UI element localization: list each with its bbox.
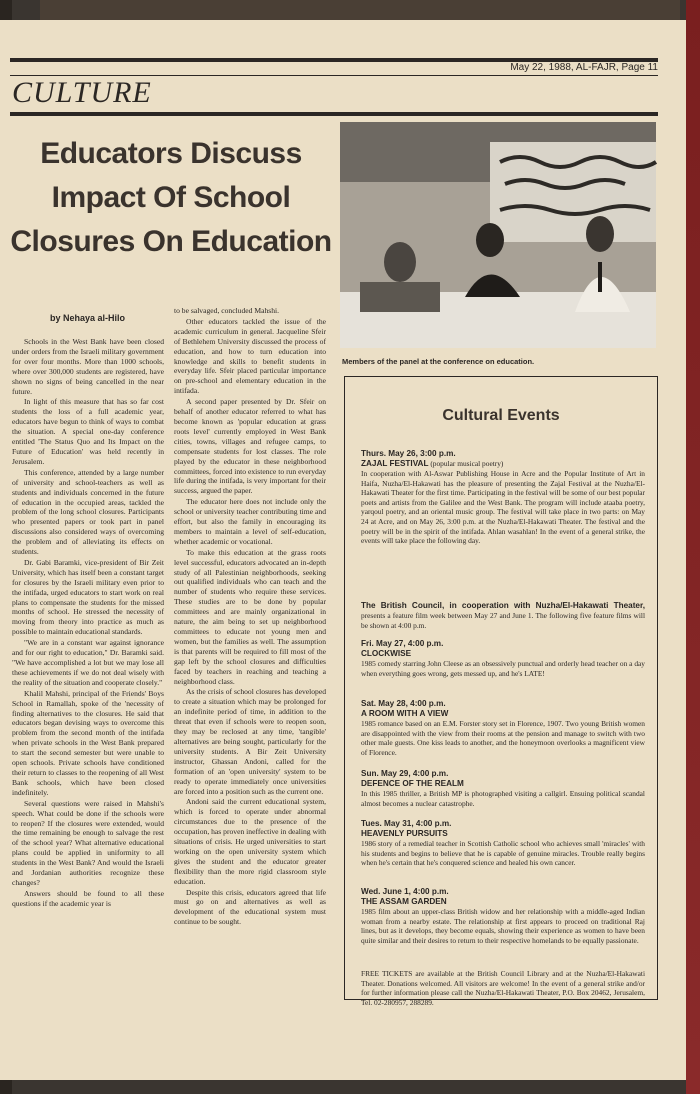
event-item [361,769,645,808]
event-body: FREE TICKETS are available at the British Council Library and at the Nuzha/El-Hakawati Theater. Donations welcomed. All visitors are welcome! In the event of a general strike and/or for further information please call the Nuzha/El-Hakawati Theater, P.O. Box 20462, Jerusalem, Tel. 02-280957, 288289. [361,969,645,1007]
event-item [361,601,645,630]
event-item [361,639,645,678]
headline-line-3: Closures On Education [10,225,332,258]
paragraph: This conference, attended by a large number of university and school-teachers as well as students and individuals concerned in the future of education in the occupied areas, tackled the problem of the long school closures. Participants who presented papers or took part in panel discussions also considered ways of overcoming the problem and of alleviating its effects on students. [12,467,164,557]
event-body: presents a feature film week between May 27 and June 1. The following five feature films will be shown at 4:00 p.m. [361,611,645,630]
event-title: DEFENCE OF THE REALM [361,779,464,788]
section-title: CULTURE [12,76,152,109]
event-body: 1985 romance based on an E.M. Forster story set in Florence, 1907. Two young British women are disappointed with the view from their rooms at the pension and manage to switch with two other male guests. One kiss leads to another, and the honeymoon overlooks a magnificent view of Florence. [361,719,645,757]
events-title: Cultural Events [442,407,560,424]
event-item [361,887,645,945]
paragraph: to be salvaged, concluded Mahshi. [174,306,280,315]
photo-caption: Members of the panel at the conference on education. [342,357,535,366]
event-date: Sun. May 29, 4:00 p.m. [361,769,449,778]
paragraph: Answers should be found to all these questions if the academic year is [12,888,164,908]
event-body: 1985 film about an upper-class British widow and her relationship with a middle-aged Indian woman from a nearby estate. The relationship at first appears to proceed on traditional Raj lines, but as it develops, they become equals, showing their experience as women to have been quite similar and their desires to return to their respective homelands to be equally passionate. [361,907,645,945]
paragraph: Dr. Gabi Baramki, vice-president of Bir Zeit University, which has itself been a constant target for closures by the Israeli military even prior to the intifada, urged educators to start work on real plans to compensate the students for the missed months of school. He stressed the necessity of moving from theory into practice as much as possible to maintain educational standards. [12,557,164,637]
paragraph: A second paper presented by Dr. Sfeir on behalf of another educator referred to what has become known as 'popular education at grass roots level' currently employed in West Bank cities, towns, villages and refugee camps, to compensate students for lost classes. The role played by the educator in these neighborhood committees, forced into existence to run everyday life during the intifada, is very important for their success, argued the paper. [174,397,326,496]
event-note [361,969,645,1007]
event-date: Thurs. May 26, 3:00 p.m. [361,449,456,458]
event-date: Sat. May 28, 4:00 p.m. [361,699,446,708]
paragraph: Other educators tackled the issue of the academic curriculum in general. Jacqueline Sfeir of Bethlehem University discussed the process of education, and how to turn education into knowledge and skills to benefit students in everyday life. Sfeir placed particular importance on pre-school and elementary education in the intifada. [174,316,326,396]
cultural-events-box [344,376,658,1007]
article-headline [10,132,332,264]
paragraph: To make this education at the grass roots level successful, educators advocated an in-depth study of all Palestinian neighborhoods, seeking out qualified individuals who can teach and the number of students who require these services. These studies are to be done by popular committees and are mainly organizational in nature, the aim being to set up neighborhood committees to educate not young men and women, but the families as well. The assumption is that parents will be required to fill most of the gap left by the school closures and difficulties faced by teachers in reaching and teaching a neighborhood class. [174,547,326,686]
event-body: In cooperation with Al-Aswar Publishing House in Acre and the Popular Institute of Art in Haifa, Nuzha/El-Hakawati has the pleasure of presenting the Zajal Festival at the Nuzha/El-Hakawati Theater for the first time. Participating in the festival will be some of our best popular poets and artists from the Galilee and the West Bank. The program will include ataaba poetry, yarqoul poetry, and an oriental music group. The festival will take place in two parts: on May 24 at Acre, and on May 26, 3:00 p.m. at the Nuzha/El-Hakawati Theater. The festival and the poetry will be in the spirit of the intifada. Ahlan wasahlan! In the event of a general strike, the events will take place the following day. [361,469,645,546]
event-date: Wed. June 1, 4:00 p.m. [361,887,449,896]
paragraph: Several questions were raised in Mahshi's speech. What could be done if the schools were to reopen? If the closures were extended, would the time remaining be enough to salvage the rest of the school year? What alternative educational plans could be applied in uniformity to all students in the West Bank? And would the Israeli and Jordanian authorities recognize these changes? [12,798,164,887]
paragraph: The educator here does not include only the school or university teacher contributing time and effort, but also the family in encouraging its members to maintain a level of self-education, whether academic or vocational. [174,497,326,546]
paragraph: Andoni said the current educational system, which is forced to operate under abnormal circumstances due to the presence of the occupation, has proven ineffective in dealing with situations of crisis. He urged universities to start working on the open university system which gives the student and the educator greater flexibility than the more rigid classroom style education. [174,797,326,886]
conference-photo [340,122,656,348]
event-date: The British Council, in cooperation with Nuzha/El-Hakawati Theater, [361,601,645,610]
dateline: May 22, 1988, AL-FAJR, Page 11 [510,62,658,73]
headline-line-1: Educators Discuss [40,137,302,170]
event-item [361,699,645,757]
event-item [361,449,645,546]
event-date: Tues. May 31, 4:00 p.m. [361,819,452,828]
event-date: Fri. May 27, 4:00 p.m. [361,639,444,648]
event-title: THE ASSAM GARDEN [361,897,447,906]
event-title: ZAJAL FESTIVAL [361,459,429,468]
paragraph: Despite this crisis, educators agreed that life must go on and alternatives as well as development of the educational system must continue to be sought. [174,887,326,927]
event-body: In this 1985 thriller, a British MP is photographed visiting a callgirl. Ensuing political scandal almost becomes a nuclear catastrophe. [361,789,645,808]
event-body: 1985 comedy starring John Cleese as an obsessively punctual and orderly head teacher on a day when everything goes wrong, gets messed up, and he's LATE! [361,659,645,678]
paragraph: Schools in the West Bank have been closed under orders from the Israeli military government for over four months. More than 1000 schools, where over 300,000 students are registered, have shown no signs of being cancelled in the near future. [12,337,164,396]
paragraph: "We are in a constant war against ignorance and for our right to education," Dr. Baramki said. "We have accomplished a lot but we may lose all these achievements if we do not deal wisely with the reality of the situation and cooperate closely." [12,638,164,687]
event-item [361,819,645,868]
event-body: 1986 story of a remedial teacher in Scottish Catholic school who achieves small 'miracles' with his students and begins to believe that he is capable of genuine miracles. Trouble really begins when he's certain that he's conquered science and healed his own cancer. [361,839,645,868]
event-title: A ROOM WITH A VIEW [361,709,449,718]
article-column-2 [174,306,326,1036]
headline-line-2: Impact Of School [51,181,291,214]
event-title: CLOCKWISE [361,649,412,658]
event-title: HEAVENLY PURSUITS [361,829,448,838]
binding-strip [686,0,700,1094]
paragraph: In light of this measure that has so far cost students the loss of a full academic year, educators have begun to think of ways to combat the situation. A special one-day conference entitled 'The Status Quo and Its Impact on the Future of Education' was held recently in Jerusalem. [12,397,164,466]
event-title-note: (popular musical poetry) [428,459,504,468]
article-column-1 [12,337,164,1087]
paragraph: As the crisis of school closures has developed to create a situation which may be prolonged for an indefinite period of time, in addition to the threat that even if schools were to reopen soon, they may be reclosed at any time, 'tangible' alternatives are being sought, particularly for the university students. A Bir Zeit University instructor, Ghassan Andoni, called for the formation of an 'open university' system to be ready to operate immediately once universities are forced into a position such as the current one. [174,687,326,796]
byline: by Nehaya al-Hilo [50,313,126,323]
section-rule [10,112,658,116]
paragraph: Khalil Mahshi, principal of the Friends' Boys School in Ramallah, spoke of the 'necessity of finding alternatives to the closures. He said that educators began devising ways to overcome this problem from the second month of the intifada when private schools in the West Bank prepared to start the second semester but were unable to open schools. Private schools have conditioned their return to classes to the reopening of all West Bank schools, which have been closed indefinitely. [12,688,164,797]
photo-illustration [340,122,656,348]
scan-top-edge [40,0,680,22]
